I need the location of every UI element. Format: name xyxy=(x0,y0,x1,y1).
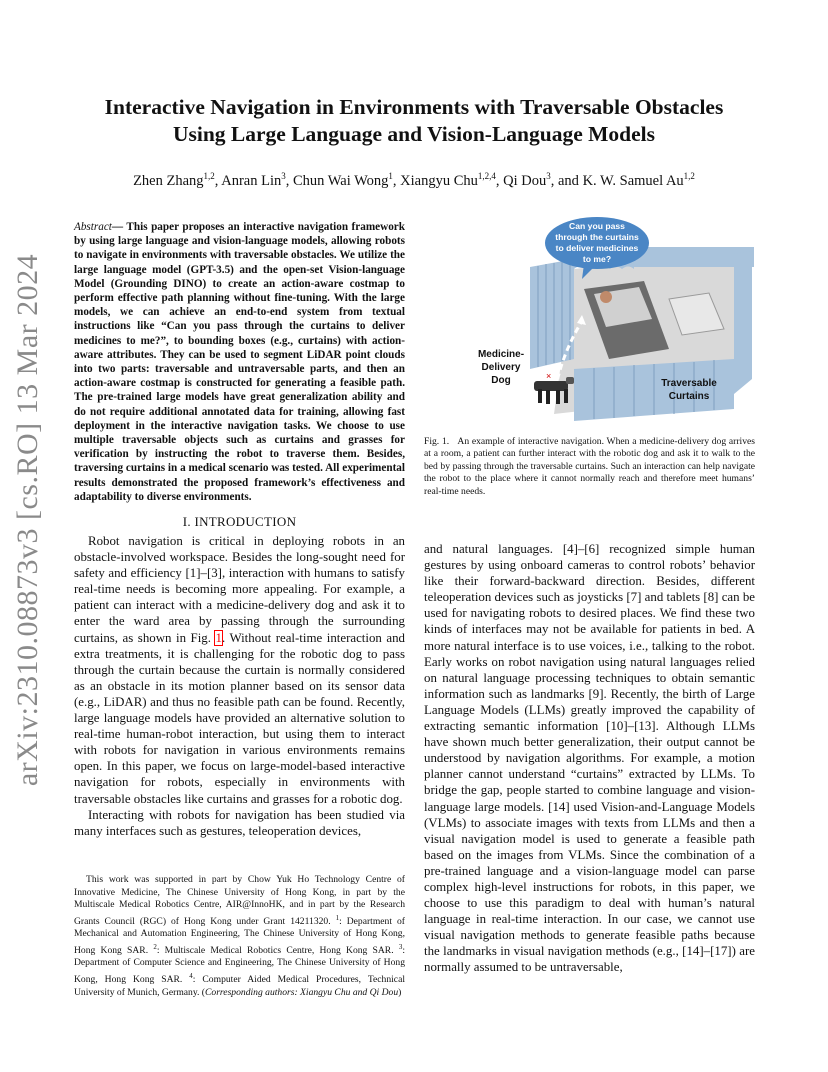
abstract-text: This paper proposes an interactive navigation framework by using large language and vision-language models, allowing robots to navigate in environments with traversable obstacles. We utilize the large language model (GPT-3.5) and the open-set Vision-language Model (Grounding DINO) to create an action-aware costmap to perform effective path planning without fine-tuning. With the large models, we can achieve an end-to-end system from textual instructions like “Can you pass through the curtains to deliver medicines to me?”, to bounding boxes (e.g., curtains) with action-aware attributes. They can be used to segment LiDAR point clouds into two parts: traversable and untraversable parts, and then an action-aware costmap is constructed for generating a feasible path. The pre-trained large models have great generalization ability and do not require additional annotated data for training, allowing fast deployment in the interactive navigation tasks. We choose to use multiple traversable objects such as curtains and grasses for verification by instructing the robot to traverse them. Besides, traversing curtains in a medical scenario was tested. All experimental results demonstrated the proposed framework’s effectiveness and adaptability to diverse environments. xyxy=(74,221,405,503)
dog-label-line: Dog xyxy=(491,375,511,386)
curtain-label-line: Curtains xyxy=(668,391,710,402)
curtain-right-wall xyxy=(734,251,752,394)
paragraph: Interacting with robots for navigation has been studied via many interfaces such as gestures, teleoperation devices, xyxy=(74,807,405,838)
affiliation-marker: 3 xyxy=(398,942,403,951)
affiliation-marker: 4 xyxy=(189,971,193,980)
corresponding-authors: Corresponding authors: Xiangyu Chu and Qi Dou xyxy=(205,986,399,998)
author-name: K. W. Samuel Au xyxy=(582,172,684,189)
robot-head xyxy=(566,377,574,384)
figure-reference-link[interactable]: 1 xyxy=(215,630,222,645)
author-affiliation: 1,2 xyxy=(203,171,215,181)
affiliation-marker: 1 xyxy=(335,913,340,922)
introduction-left-column xyxy=(74,533,405,839)
figure-caption-text: An example of interactive navigation. When a medicine-delivery dog arrives at a room, a patient can further interact with the robotic dog and ask it to walk to the bed by passing through the traversable curtains. Such an interaction can help navigate the robot to the place where it cannot normally reach and therefore meet humans’ real-time needs. xyxy=(424,436,755,497)
paragraph-text: Robot navigation is critical in deploying robots in an obstacle-involved workspace. Besides the long-sought need for safety and efficiency [1]–[3], interaction with humans to satisfy real-time needs is becoming more appealing. For example, a patient can interact with a medicine-delivery dog and ask it to enter the ward area by passing through the surrounding curtains, as shown in Fig. xyxy=(74,534,405,645)
introduction-right-column xyxy=(424,541,755,976)
curtain-label-line: Traversable xyxy=(661,378,717,389)
author-separator: , xyxy=(392,172,401,189)
author-list xyxy=(60,171,768,190)
author-affiliation: 1,2,4 xyxy=(477,171,496,181)
author-name: Qi Dou xyxy=(503,172,547,189)
affiliation-text: : Department of Mechanical and Automation Engineering, The Chinese University of Hong Kong, Hong Kong SAR. xyxy=(74,915,405,956)
affiliation-text: : Multiscale Medical Robotics Centre, Hong Kong SAR. xyxy=(156,944,399,956)
paper-title-line-1: Interactive Navigation in Environments with Traversable Obstacles xyxy=(104,95,724,119)
footnote-close: ) xyxy=(398,986,402,998)
speech-bubble-line: through the curtains xyxy=(555,232,639,242)
author-affiliation: 1 xyxy=(388,171,393,181)
dog-label-line: Delivery xyxy=(481,362,521,373)
section-heading-introduction: I. INTRODUCTION xyxy=(182,514,297,529)
author-name: Zhen Zhang xyxy=(133,172,204,189)
robot-leg xyxy=(546,390,550,404)
author-affiliation: 3 xyxy=(546,171,551,181)
curtain-left-wall xyxy=(530,259,574,369)
footnote-text xyxy=(74,874,405,999)
paper-title xyxy=(60,94,768,148)
figure-caption-label: Fig. 1. xyxy=(424,436,450,447)
abstract xyxy=(74,220,405,504)
author-separator: , and xyxy=(550,172,583,189)
author-separator: , xyxy=(495,172,504,189)
robot-leg xyxy=(538,389,542,403)
footnote xyxy=(74,874,405,999)
figure-1-illustration xyxy=(434,209,761,429)
paragraph-text: . Without real-time interaction and extra treatments, it is challenging for the robotic dog to pass through the curtain because the curtain is normally considered as an obstacle in its motion planner based on its sensor data (e.g., LiDAR) and thus no feasible path can be found. Recently, large language models have provided an alternative solution to real-time human-robot interaction, but using them to interact with robots for navigation in various environments remains open. In this paper, we focus on large-model-based interactive navigation for robots, especially in environments with traversable obstacles like curtains and grasses for a robotic dog. xyxy=(74,630,405,806)
robot-leg xyxy=(564,389,568,403)
figure-1-caption xyxy=(424,436,755,498)
affiliation-text: : Computer Aided Medical Procedures, Technical University of Munich, Germany. ( xyxy=(74,974,405,998)
speech-bubble-line: to me? xyxy=(582,254,612,264)
speech-bubble-line: to deliver medicines xyxy=(555,243,639,253)
abstract-label: Abstract xyxy=(74,221,112,233)
author-name: Chun Wai Wong xyxy=(292,172,389,189)
author-separator: , xyxy=(285,172,293,189)
footnote-funding: This work was supported in part by Chow Yuk Ho Technology Centre of Innovative Medicine, The Chinese University of Hong Kong, in part by the Multiscale Medical Robotics Centre, AIR@InnoHK, and in part by the Research Grants Council (RGC) of Hong Kong under Grant 14211320. xyxy=(74,874,405,927)
author-separator: , xyxy=(214,172,222,189)
affiliation-marker: 2 xyxy=(153,942,157,951)
paragraph: and natural languages. [4]–[6] recognized simple human gestures by using onboard cameras to control robots’ behavior like their forward-backward direction. Besides, different teleoperation devices such as joysticks [7] and tablets [8] can be used for navigating robots to desired places. We find these two kinds of interfaces may not be available for patients in bed. A more natural interface is to use voices, i.e., talking to the robot. Early works on robot navigation using natural languages relied on natural language processing techniques to obtain semantic information such as landmarks [9]. Recently, the birth of Large Language Models (LLMs) greatly improved the capability of extracting semantic information [10]–[13]. Although LLMs have shown much better generalization, their output cannot be understood by navigation algorithms. For example, a motion planner cannot understand “curtains” extracted by LLMs. To bridge the gap, people started to combine language and vision-language large models. [14] used Vision-and-Language Models (VLMs) to associate images with texts from LLMs and then a visual navigation model is used to generate a feasible path based on the images from VLMs. Since the combination of a pre-trained language and a vision-language model can parse complex high-level instructions for robots, in this paper, we choose to use this paradigm to deal with human’s natural language in real-time interaction. In our case, we cannot use visual navigation methods to generate feasible paths because the landmarks in visual navigation methods (e.g., [14]–[17]) are normally assumed to be untraversable, xyxy=(424,542,755,975)
author-affiliation: 1,2 xyxy=(683,171,695,181)
curtain-crossing-marker: × xyxy=(546,371,552,381)
arxiv-identifier-text: arXiv:2310.08873v3 [cs.RO] 13 Mar 2024 xyxy=(11,253,44,787)
paper-title-line-2: Using Large Language and Vision-Language Models xyxy=(172,122,656,146)
author-name: Xiangyu Chu xyxy=(400,172,478,189)
affiliation-text: : Department of Computer Science and Engineering, The Chinese University of Hong Kong, Hong Kong SAR. xyxy=(74,944,405,986)
patient-head xyxy=(600,291,612,303)
abstract-dash: — xyxy=(111,221,127,233)
dog-label-line: Medicine- xyxy=(477,349,525,360)
robot-leg xyxy=(556,390,560,404)
figure-1-svg xyxy=(434,209,761,429)
author-name: Anran Lin xyxy=(221,172,282,189)
paragraph xyxy=(74,533,405,807)
speech-bubble-line: Can you pass xyxy=(569,221,625,231)
arxiv-identifier-stamp xyxy=(8,253,48,787)
author-affiliation: 3 xyxy=(281,171,286,181)
